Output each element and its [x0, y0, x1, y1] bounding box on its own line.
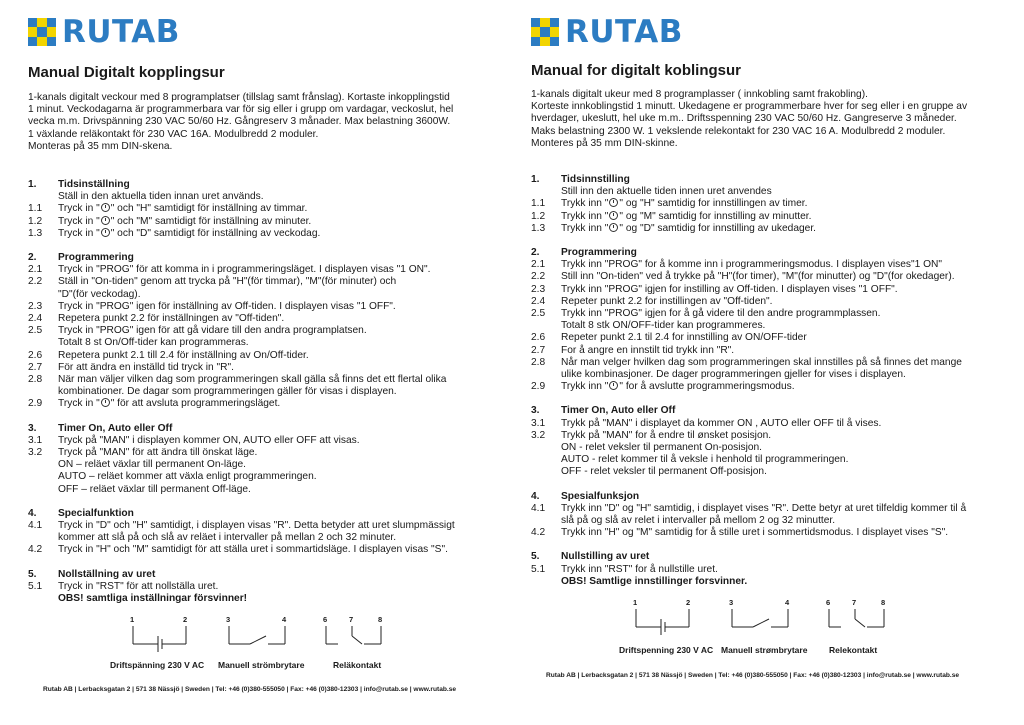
instruction-line: 4.2 Trykk inn "H" og "M" samtidig for å stille uret i sommertidsmodus. I displayet vises "S". [531, 527, 949, 539]
instruction-line: 2.2 Ställ in "On-tiden" genom att trycka på "H"(för timmar), "M"(för minuter) och [28, 276, 397, 288]
intro-line: 1 minut. Veckodagarna är programmerbara var för sig eller i grupp om vardagar, veckoslut, hel [28, 104, 454, 116]
instruction-line: 3.2 Trykk på "MAN" for å endre til ønsket posisjon. [531, 429, 772, 441]
rutab-logo [28, 16, 180, 48]
terminal-label: 8 [378, 615, 383, 624]
section-heading: 5. Nollställning av uret [28, 568, 156, 580]
instruction-line: 2.8 När man väljer vilken dag som programmeringen skall gälla så finns det ett flertal olika [28, 374, 447, 386]
intro-line: hverdager, ukeslutt, hel uke m.m.. Driftsspenning 230 VAC 50/60 Hz. Gangreserve 3 måneder. [531, 113, 957, 125]
section-heading: 4. Specialfunktion [28, 507, 134, 519]
terminal-label: 4 [785, 598, 790, 607]
instruction-line: 1.3 Trykk inn " " og "D" samtidig for innstilling av ukedager. [531, 222, 816, 234]
clock-icon [101, 203, 110, 212]
intro-line: vecka m.m. Drivspänning 230 VAC 50/60 Hz. Gångreserv 3 månader. Max belastning 3600W. [28, 116, 451, 128]
clock-icon [101, 216, 110, 225]
instruction-line: 4.1 Tryck in "D" och "H" samtidigt, i displayen visas "R". Detta betyder att uret slumpmässigt [28, 520, 455, 532]
instruction-line: slå på og slå av relet i intervaller på mellom 2 og 32 minutter. [561, 515, 836, 527]
intro-line: 1-kanals digitalt veckour med 8 programplatser (tillslag samt frånslag). Kortaste inkopplingstid [28, 92, 450, 103]
instruction-line: ulike kombinasjoner. De dager programmeringen gjeller for vises i displayen. [561, 369, 906, 381]
section-heading: 3. Timer On, Auto eller Off [531, 405, 676, 417]
instructions-list [28, 179, 498, 605]
intro-line: 1-kanals digitalt ukeur med 8 programplasser ( innkobling samt frakobling). [531, 89, 868, 100]
instruction-line: ON - relet veksler til permanent On-posisjon. [561, 442, 762, 454]
instruction-line: 2.3 Trykk inn "PROG" igjen for instilling av Off-tiden. I displayen vises "1 OFF". [531, 283, 898, 295]
terminal-label: 1 [130, 615, 135, 624]
instruction-line: 2.3 Tryck in "PROG" igen för inställning av Off-tiden. I displayen visas "1 OFF". [28, 300, 396, 312]
instruction-line: 3.1 Trykk på "MAN" i displayet da kommer ON , AUTO eller OFF til å vises. [531, 417, 882, 429]
instruction-line: 2.9 Tryck in " " för att avsluta programmeringsläget. [28, 398, 281, 410]
clock-icon [609, 381, 618, 390]
terminal-label: 2 [686, 598, 691, 607]
instruction-line: 1.2 Trykk inn " " og "M" samtidig for innstilling av minutter. [531, 210, 812, 222]
instruction-line: 4.2 Tryck in "H" och "M" samtidigt för att ställa uret i sommartidsläge. I displayen visas "S". [28, 544, 448, 556]
clock-icon [101, 228, 110, 237]
intro-line: Monteres på 35 mm DIN-skinne. [531, 137, 678, 149]
instruction-line: 2.4 Repeter punkt 2.2 for instillingen av "Off-tiden". [531, 295, 773, 307]
instruction-line: kommer att slå på och slå av reläet i intervaller på mellan 2 och 32 minuter. [58, 532, 397, 544]
instruction-line: Ställ in den aktuella tiden innan uret används. [58, 191, 264, 203]
wiring-diagram-svg [531, 597, 1001, 647]
instruction-line: AUTO - relet kommer til å veksle i henhold til programmeringen. [561, 454, 849, 466]
terminal-label: 7 [852, 598, 857, 607]
caption-supply: Driftspenning 230 V AC [619, 645, 714, 655]
rutab-logo-text: RUTAB [565, 14, 683, 50]
instruction-line: 2.6 Repeter punkt 2.1 til 2.4 for innstilling av ON/OFF-tider [531, 332, 807, 344]
terminal-label: 1 [633, 598, 638, 607]
instruction-line: 2.9 Trykk inn " " for å avslutte programmeringsmodus. [531, 381, 795, 393]
section-heading: 2. Programmering [531, 247, 637, 259]
caption-relay: Reläkontakt [333, 660, 382, 670]
terminal-label: 2 [183, 615, 188, 624]
instruction-line: 3.1 Tryck på "MAN" i displayen kommer ON, AUTO eller OFF att visas. [28, 434, 360, 446]
terminal-label: 8 [881, 598, 886, 607]
wiring-diagram-svg [28, 614, 498, 664]
instruction-line: 2.6 Repetera punkt 2.1 till 2.4 för inställning av On/Off-tider. [28, 349, 309, 361]
instruction-line: kombinationer. De dagar som programmeringen gäller för visas i displayen. [58, 386, 397, 398]
section-heading: 1. Tidsinnstilling [531, 174, 630, 185]
intro-paragraph [531, 89, 967, 150]
instruction-line: 2.5 Tryck in "PROG" igen för att gå vidare till den andra programplatsen. [28, 325, 367, 337]
page-title: Manual Digitalt kopplingsur [28, 64, 225, 81]
instruction-line: 2.1 Trykk inn "PROG" for å komme inn i programmeringsmodus. I displayen vises"1 ON" [531, 259, 942, 271]
clock-icon [609, 211, 618, 220]
instruction-line: ON – reläet växlar till permanent On-läge. [58, 459, 246, 471]
warning-line: OBS! samtliga inställningar försvinner! [58, 593, 248, 605]
instruction-line: 5.1 Trykk inn "RST" for å nullstille uret. [531, 563, 718, 575]
rutab-logo-text: RUTAB [62, 14, 180, 50]
instruction-line: Still inn den aktuelle tiden innen uret anvendes [561, 186, 772, 198]
instruction-line: 2.4 Repetera punkt 2.2 för inställningen av "Off-tiden". [28, 313, 285, 325]
caption-switch: Manuell strömbrytare [218, 660, 305, 670]
rutab-logo [531, 16, 683, 48]
caption-switch: Manuell strømbrytare [721, 645, 808, 655]
intro-line: Maks belastning 2300 W. 1 vekslende relekontakt for 230 VAC 16 A. Modulbredd 2 moduler. [531, 125, 946, 137]
instructions-list [531, 174, 1001, 588]
intro-line: 1 växlande reläkontakt för 230 VAC 16A. Modulbredd 2 moduler. [28, 128, 319, 140]
instruction-line: 2.7 För att ändra en inställd tid tryck in "R". [28, 361, 234, 373]
warning-line: OBS! Samtlige innstillinger forsvinner. [561, 575, 748, 587]
instruction-line: OFF - relet veksler til permanent Off-posisjon. [561, 466, 767, 478]
instruction-line: "D"(för veckodag). [58, 288, 141, 300]
instruction-line: 2.1 Tryck in "PROG" för att komma in i programmeringsläget. I displayen visas "1 ON". [28, 264, 431, 276]
terminal-label: 6 [323, 615, 328, 624]
instruction-line: 5.1 Tryck in "RST" för att nollställa uret. [28, 580, 219, 592]
clock-icon [609, 198, 618, 207]
instruction-line: 1.1 Tryck in " " och "H" samtidigt för inställning av timmar. [28, 203, 308, 215]
instruction-line: OFF – reläet växlar till permanent Off-läge. [58, 483, 251, 495]
instruction-line: 2.2 Still inn "On-tiden" ved å trykke på "H"(for timer), "M"(for minutter) og "D"(for okedager). [531, 271, 955, 283]
footer-contact: Rutab AB | Lerbacksgatan 2 | 571 38 Nässjö | Sweden | Tel: +46 (0)380-555050 | Fax: +46 (0)380-12303 | info@rutab.se | www.rutab.se [546, 672, 960, 679]
page-title: Manual for digitalt koblingsur [531, 62, 741, 79]
section-heading: 4. Spesialfunksjon [531, 490, 640, 502]
instruction-line: 2.8 Når man velger hvilken dag som programmeringen skal innstilles på så finnes det mange [531, 356, 962, 368]
section-heading: 1. Tidsinställning [28, 179, 130, 190]
instruction-line: 4.1 Trykk inn "D" og "H" samtidig, i displayet vises "R". Dette betyr at uret tilfeldig kommer til å [531, 502, 967, 514]
instruction-line: 1.3 Tryck in " " och "D" samtidigt för inställning av veckodag. [28, 227, 321, 239]
clock-icon [609, 223, 618, 232]
instruction-line: 1.1 Trykk inn " " og "H" samtidig for innstillingen av timer. [531, 198, 808, 210]
intro-line: Monteras på 35 mm DIN-skena. [28, 140, 173, 152]
instruction-line: AUTO – reläet kommer att växla enligt programmeringen. [58, 471, 317, 483]
instruction-line: 2.7 For å angre en innstilt tid trykk inn "R". [531, 344, 735, 356]
caption-supply: Driftspänning 230 V AC [110, 660, 205, 670]
section-heading: 3. Timer On, Auto eller Off [28, 422, 173, 434]
instruction-line: 3.2 Tryck på "MAN" för att ändra till önskat läge. [28, 447, 258, 459]
terminal-label: 4 [282, 615, 287, 624]
caption-relay: Relekontakt [829, 645, 878, 655]
instruction-line: 2.5 Trykk inn "PROG" igjen for å gå videre til den andre programmplassen. [531, 308, 881, 320]
terminal-label: 6 [826, 598, 831, 607]
terminal-label: 3 [729, 598, 734, 607]
intro-paragraph [28, 92, 453, 153]
clock-icon [101, 398, 110, 407]
wiring-diagram [28, 614, 498, 674]
instruction-line: 1.2 Tryck in " " och "M" samtidigt för inställning av minuter. [28, 215, 312, 227]
section-heading: 5. Nullstilling av uret [531, 551, 650, 563]
swedish-manual [28, 0, 498, 725]
norwegian-manual [531, 0, 1001, 725]
footer-contact: Rutab AB | Lerbacksgatan 2 | 571 38 Nässjö | Sweden | Tel: +46 (0)380-555050 | Fax: +46 (0)380-12303 | info@rutab.se | www.rutab.se [43, 686, 457, 693]
wiring-diagram [531, 597, 1001, 657]
section-heading: 2. Programmering [28, 252, 134, 264]
terminal-label: 3 [226, 615, 231, 624]
terminal-label: 7 [349, 615, 354, 624]
intro-line: Korteste innkoblingstid 1 minutt. Ukedagene er programmerbare hver for seg eller i en gruppe av [531, 101, 968, 113]
rutab-logo-mark [28, 18, 56, 46]
instruction-line: Totalt 8 stk ON/OFF-tider kan programmeres. [561, 320, 766, 332]
rutab-logo-mark [531, 18, 559, 46]
instruction-line: Totalt 8 st On/Off-tider kan programmeras. [58, 337, 249, 349]
